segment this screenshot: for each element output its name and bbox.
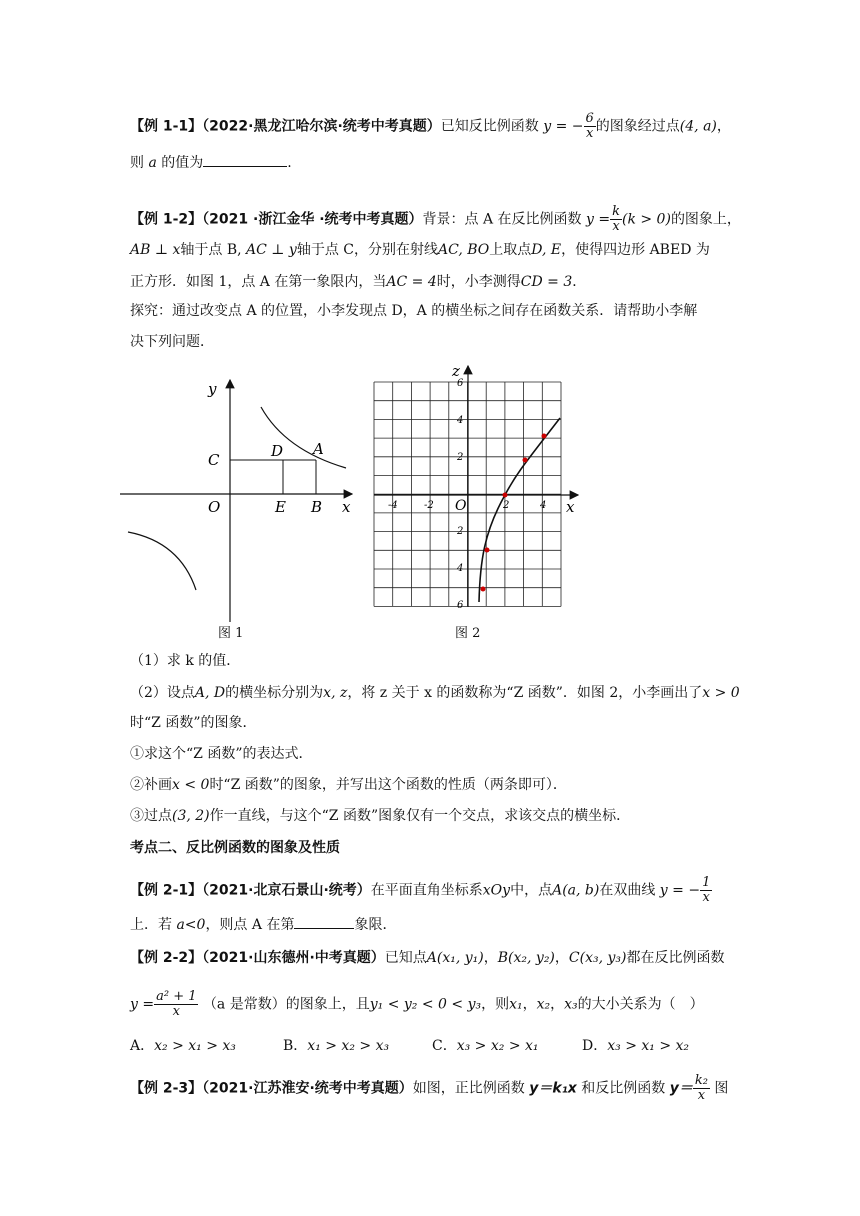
text: ， <box>716 118 731 135</box>
fraction <box>610 205 622 234</box>
text: ， <box>554 950 569 966</box>
tick-x-2: 2 <box>503 500 510 511</box>
example-1-2-line3 <box>130 272 586 292</box>
figure-1-caption: 图 1 <box>218 626 244 641</box>
math: C(x₃, y₃) <box>568 950 627 966</box>
math: xOy <box>482 882 511 899</box>
subquestion-2 <box>130 775 567 795</box>
text: 的值为 <box>156 155 204 171</box>
example-2-3-line1 <box>130 1074 728 1103</box>
subquestion-3 <box>130 806 630 826</box>
text: ，将 z 关于 x 的函数称为“Z 函数”．如图 2，小李画出了 <box>347 685 703 701</box>
numerator: 1 <box>702 875 711 890</box>
equation: y = − <box>659 882 701 899</box>
text: 的横坐标分别为 <box>225 685 324 701</box>
text: 在双曲线 <box>599 882 656 899</box>
option-text: x₁ > x₂ > x₃ <box>307 1038 390 1054</box>
text: 已知反比例函数 <box>440 118 539 135</box>
numerator: a² + 1 <box>156 989 197 1004</box>
text: 图 <box>709 1080 729 1097</box>
curve-point <box>481 587 486 592</box>
question-1: （1）求 k 的值． <box>130 653 241 669</box>
numerator: 6 <box>585 111 594 126</box>
label-a: A <box>313 440 324 458</box>
example-source: （2022·黑龙江哈尔滨·统考中考真题） <box>202 118 441 135</box>
example-label: 【例 1-1】 <box>130 118 203 135</box>
text: ③过点 <box>130 808 172 824</box>
text: 象限． <box>354 917 397 933</box>
math: a<0 <box>176 917 206 933</box>
example-label: 【例 2-3】 <box>130 1080 203 1097</box>
figure-2 <box>362 362 584 614</box>
tick-x-neg2: -2 <box>424 500 434 511</box>
answer-blank <box>294 928 354 929</box>
math: (3, 2) <box>172 808 210 824</box>
variable: a <box>148 155 157 171</box>
text: 的图象经过点 <box>595 118 680 135</box>
text: 在平面直角坐标系 <box>370 882 483 899</box>
tick-x-4: 4 <box>540 500 547 511</box>
text: . <box>287 155 292 171</box>
label-z: z <box>452 362 460 380</box>
math: y＝k₁x <box>529 1080 577 1097</box>
denominator: x <box>612 219 620 234</box>
curve-point <box>542 434 547 439</box>
fraction <box>584 112 596 141</box>
example-2-2-line2 <box>130 990 704 1019</box>
tick-x-neg4: -4 <box>388 500 398 511</box>
text: ． <box>572 274 587 290</box>
math: x > 0 <box>702 685 740 701</box>
tick-z-neg4: 4 <box>457 563 464 574</box>
option-text: x₂ > x₁ > x₃ <box>154 1038 236 1054</box>
example-source: （2021·山东德州·中考真题） <box>202 950 385 966</box>
math: x₃ <box>564 996 578 1013</box>
text: ， <box>483 950 498 966</box>
label-b: B <box>311 498 323 516</box>
math: D, E <box>531 242 562 258</box>
text: 和反比例函数 <box>576 1080 670 1097</box>
fraction <box>700 876 712 905</box>
math: x₁ <box>509 996 523 1013</box>
text: ， <box>522 996 537 1013</box>
curve-point <box>485 548 490 553</box>
label-o: O <box>455 498 467 514</box>
curve-point <box>523 458 528 463</box>
tick-z-neg6: 6 <box>457 600 464 611</box>
math: A, D <box>194 685 226 701</box>
text: 时“Z 函数”的图象，并写出这个函数的性质（两条即可）． <box>209 777 567 793</box>
tick-z-4: 4 <box>457 415 464 426</box>
example-source: （2021 ·浙江金华 ·统考中考真题） <box>202 211 423 228</box>
label-e: E <box>275 498 286 516</box>
text: ， <box>550 996 565 1013</box>
label-x: x <box>566 498 575 516</box>
equation: y＝ <box>669 1080 693 1097</box>
example-2-1-line1 <box>130 876 712 905</box>
equation: y = − <box>543 118 584 135</box>
condition: (k > 0) <box>621 211 671 228</box>
equation: y = <box>586 211 611 228</box>
option-letter: A． <box>130 1038 155 1054</box>
answer-blank <box>203 166 287 167</box>
text: 作一直线，与这个“Z 函数”图象仅有一个交点，求该交点的横坐标． <box>209 808 631 824</box>
option-d[interactable] <box>582 1035 689 1055</box>
text: 轴于点 B, <box>180 242 242 258</box>
subquestion-1: ①求这个“Z 函数”的表达式． <box>130 746 313 762</box>
example-1-2-line1 <box>130 205 741 234</box>
label-o: O <box>208 498 221 516</box>
section-title: 考点二、反比例函数的图象及性质 <box>130 840 340 856</box>
text: ②补画 <box>130 777 172 793</box>
question-2-line2: 时“Z 函数”的图象． <box>130 715 257 731</box>
label-x: x <box>342 498 351 516</box>
text: 都在反比例函数 <box>626 950 725 966</box>
example-source: （2021·北京石景山·统考） <box>202 882 371 899</box>
option-letter: B． <box>283 1038 308 1054</box>
example-label: 【例 2-1】 <box>130 882 203 899</box>
option-letter: C． <box>432 1038 457 1054</box>
text: 则 <box>130 155 149 171</box>
example-1-1-line2 <box>130 153 292 173</box>
denominator: x <box>697 1088 706 1103</box>
option-letter: D． <box>582 1038 608 1054</box>
numerator: k <box>612 204 620 219</box>
math: A(a, b) <box>552 882 600 899</box>
math: x, z <box>323 685 348 701</box>
text: 的图象上， <box>670 211 741 228</box>
math: y₁ < y₂ < 0 < y₃ <box>369 996 482 1013</box>
text: ，则点 A 在第 <box>205 917 295 933</box>
option-text: x₃ > x₂ > x₁ <box>456 1038 539 1054</box>
text: 上取点 <box>489 242 532 258</box>
figure-2-caption: 图 2 <box>455 626 481 641</box>
example-1-2-line2 <box>130 240 710 260</box>
label-y: y <box>208 380 217 398</box>
math: AC ⊥ y <box>246 242 297 258</box>
text: 如图，正比例函数 <box>412 1080 530 1097</box>
text: 背景：点 A 在反比例函数 <box>422 211 582 228</box>
example-1-2-line5: 决下列问题． <box>130 334 214 350</box>
text: 中，点 <box>510 882 553 899</box>
text: （a 是常数）的图象上，且 <box>202 996 370 1013</box>
example-2-2-line1 <box>130 948 724 968</box>
fraction <box>154 990 198 1019</box>
option-text: x₃ > x₁ > x₂ <box>607 1038 690 1054</box>
math: B(x₂, y₂) <box>497 950 555 966</box>
figure-1 <box>120 372 360 642</box>
math: x < 0 <box>172 777 210 793</box>
example-label: 【例 1-2】 <box>130 211 203 228</box>
option-b[interactable] <box>283 1035 389 1055</box>
tick-z-6: 6 <box>457 378 464 389</box>
text: 上．若 <box>130 917 177 933</box>
point: (4, a) <box>679 118 717 135</box>
label-c: C <box>208 451 220 469</box>
question-2-line1 <box>130 683 740 703</box>
text: 的大小关系为（ ） <box>577 996 704 1013</box>
text: 轴于点 C，分别在射线 <box>296 242 439 258</box>
hyperbola-branch-3 <box>128 532 196 590</box>
denominator: x <box>585 126 594 141</box>
math: AC = 4 <box>386 274 437 290</box>
example-label: 【例 2-2】 <box>130 950 203 966</box>
option-c[interactable] <box>432 1035 539 1055</box>
numerator: k₂ <box>694 1073 708 1088</box>
curve-point <box>503 493 508 498</box>
tick-z-neg2: 2 <box>457 526 464 537</box>
denominator: x <box>172 1004 180 1019</box>
example-2-1-line2 <box>130 915 396 935</box>
text: 已知点 <box>384 950 427 966</box>
example-source: （2021·江苏淮安·统考中考真题） <box>202 1080 413 1097</box>
option-a[interactable] <box>130 1035 236 1055</box>
denominator: x <box>702 890 710 905</box>
text: ，则 <box>481 996 510 1013</box>
math: A(x₁, y₁) <box>426 950 484 966</box>
text: 时，小李测得 <box>436 274 521 290</box>
label-d: D <box>271 442 284 460</box>
math: x₂ <box>536 996 551 1013</box>
z-function-curve <box>479 418 560 602</box>
math: AC, BO <box>438 242 490 258</box>
math: CD = 3 <box>520 274 573 290</box>
text: （2）设点 <box>130 685 195 701</box>
fraction <box>693 1074 710 1103</box>
example-1-2-line4: 探究：通过改变点 A 的位置，小李发现点 D，A 的横坐标之间存在函数关系．请帮助小李解 <box>130 303 698 319</box>
tick-z-2: 2 <box>457 452 464 463</box>
example-1-1-line1 <box>130 112 731 141</box>
text: 正方形．如图 1，点 A 在第一象限内，当 <box>130 274 387 290</box>
equation: y = <box>130 996 155 1013</box>
math: AB ⊥ x <box>130 242 181 258</box>
text: ，使得四边形 ABED 为 <box>561 242 710 258</box>
